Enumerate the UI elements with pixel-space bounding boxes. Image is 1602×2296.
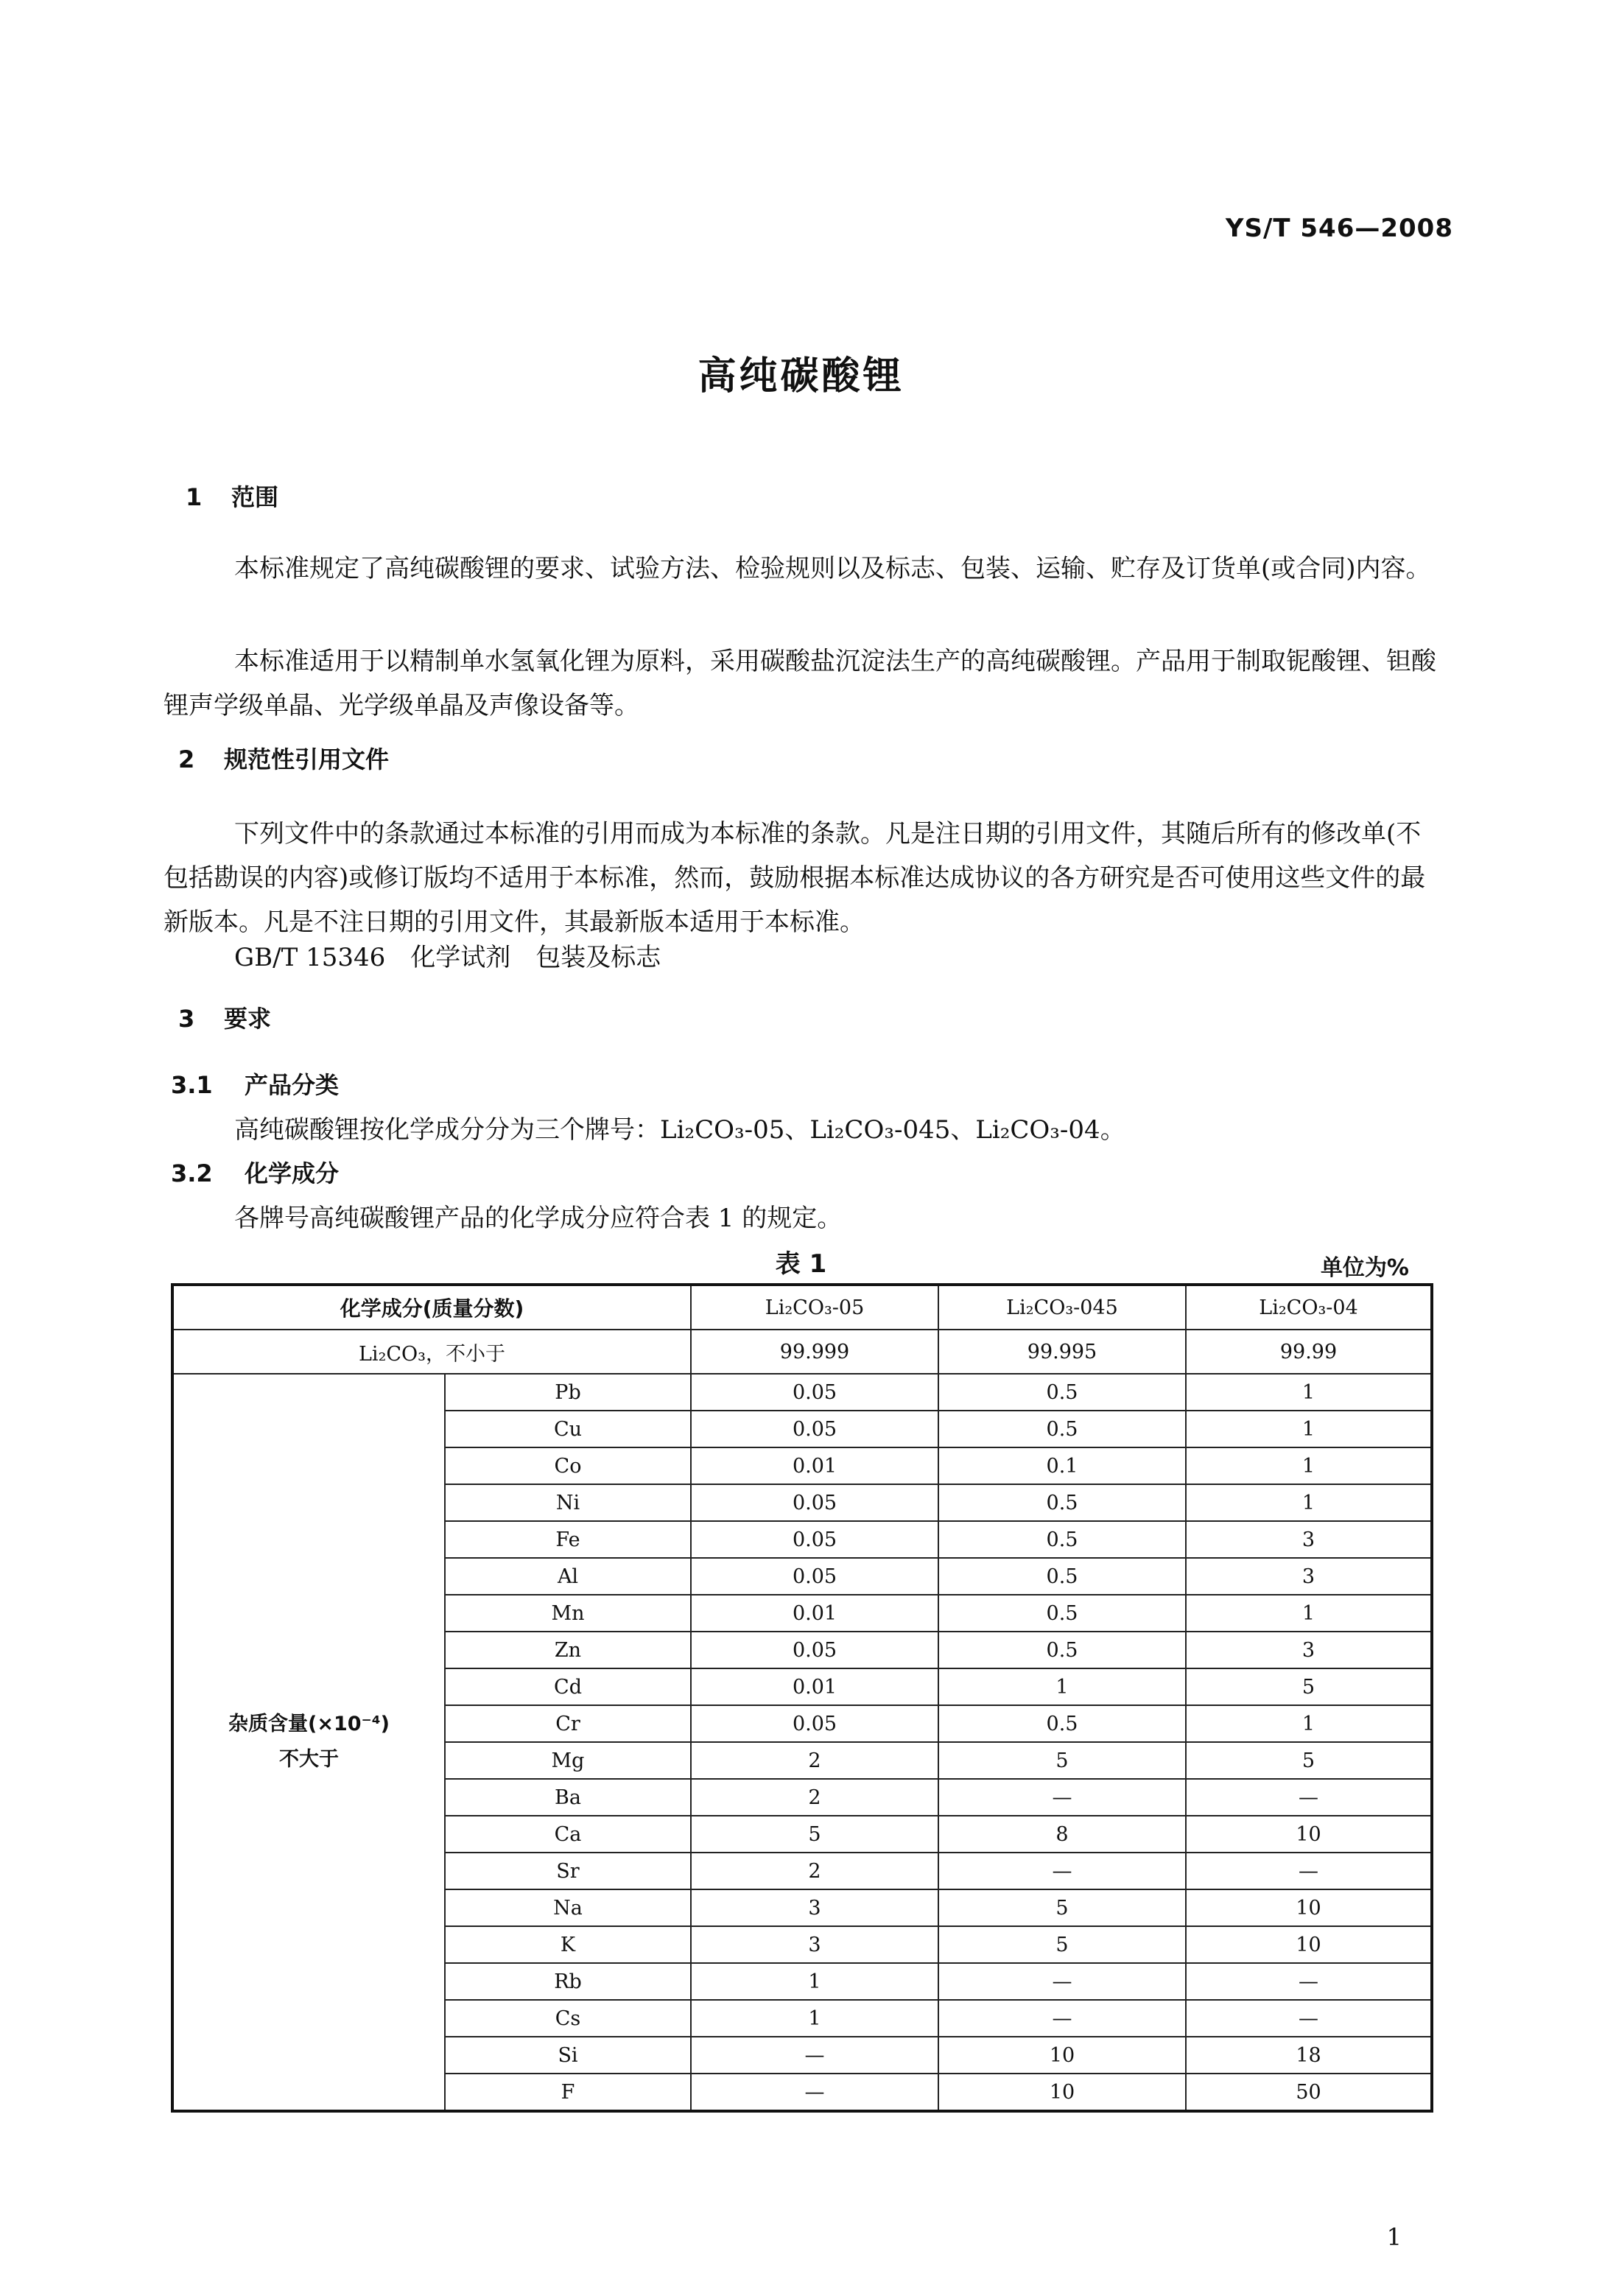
table-cell: 0.05: [691, 1558, 938, 1595]
table-cell: 5: [691, 1816, 938, 1853]
table-cell: 1: [938, 1668, 1186, 1705]
section-title: 范围: [231, 483, 279, 511]
element-cell: Si: [445, 2037, 691, 2074]
table-cell: 10: [938, 2037, 1186, 2074]
grade-header: Li₂CO₃-045: [938, 1285, 1186, 1330]
table-cell: 0.05: [691, 1374, 938, 1411]
table-cell: —: [1186, 1963, 1432, 2000]
composition-table: [171, 1283, 1433, 2113]
element-cell: Zn: [445, 1632, 691, 1668]
table-cell: 10: [1186, 1816, 1432, 1853]
table-cell: 1: [1186, 1447, 1432, 1484]
section-title: 要求: [224, 1005, 272, 1033]
table-cell: 2: [691, 1742, 938, 1779]
table-cell: 1: [1186, 1595, 1432, 1632]
element-cell: Rb: [445, 1963, 691, 2000]
element-cell: Sr: [445, 1853, 691, 1889]
table-cell: 99.99: [1186, 1330, 1432, 1374]
table-cell: 5: [938, 1742, 1186, 1779]
table-cell: 0.05: [691, 1632, 938, 1668]
table-cell: —: [938, 2000, 1186, 2037]
element-cell: Mg: [445, 1742, 691, 1779]
table-cell: —: [938, 1853, 1186, 1889]
table-cell: 0.5: [938, 1632, 1186, 1668]
table-cell: 1: [691, 2000, 938, 2037]
paragraph: 本标准适用于以精制单水氢氧化锂为原料，采用碳酸盐沉淀法生产的高纯碳酸锂。产品用于制取铌酸锂、钽酸锂声学级单晶、光学级单晶及声像设备等。: [164, 647, 1436, 720]
section-3-1-heading: [171, 1067, 339, 1100]
section-number: 3.2: [171, 1159, 213, 1187]
table-cell: —: [1186, 1779, 1432, 1816]
table-cell: 0.05: [691, 1411, 938, 1447]
table-cell: 0.01: [691, 1668, 938, 1705]
section-number: 1: [186, 483, 203, 511]
impurity-label-line: 不大于: [279, 1748, 339, 1771]
section-number: 2: [178, 745, 195, 773]
table-cell: 1: [1186, 1484, 1432, 1521]
element-cell: Cs: [445, 2000, 691, 2037]
table-cell: 1: [1186, 1374, 1432, 1411]
table-cell: 5: [938, 1926, 1186, 1963]
table-cell: 0.1: [938, 1447, 1186, 1484]
element-cell: Fe: [445, 1521, 691, 1558]
table-cell: 0.5: [938, 1705, 1186, 1742]
table-cell: 3: [1186, 1521, 1432, 1558]
table-cell: —: [1186, 1853, 1432, 1889]
table-cell: 3: [1186, 1558, 1432, 1595]
table-cell: 0.01: [691, 1447, 938, 1484]
main-component-label: Li₂CO₃，不小于: [172, 1330, 691, 1374]
table-cell: 0.01: [691, 1595, 938, 1632]
table-unit: 单位为%: [1320, 1255, 1409, 1281]
section-title: 产品分类: [245, 1071, 340, 1099]
table-cell: 1: [1186, 1705, 1432, 1742]
page-number: 1: [1386, 2223, 1402, 2251]
table-cell: 5: [1186, 1742, 1432, 1779]
element-cell: Pb: [445, 1374, 691, 1411]
reference-entry: GB/T 15346 化学试剂 包装及标志: [234, 943, 661, 972]
standard-code: YS/T 546—2008: [1225, 214, 1453, 243]
table-row: [172, 1330, 1432, 1374]
table-cell: 0.05: [691, 1705, 938, 1742]
section-number: 3.1: [171, 1071, 213, 1099]
grade-header: Li₂CO₃-05: [691, 1285, 938, 1330]
impurity-label-line: 杂质含量(×10⁻⁴): [228, 1713, 390, 1735]
table-cell: 10: [1186, 1926, 1432, 1963]
section-title: 规范性引用文件: [224, 745, 390, 773]
table-cell: —: [938, 1963, 1186, 2000]
section-3-2-heading: [171, 1155, 339, 1189]
element-cell: Na: [445, 1889, 691, 1926]
table-cell: 0.5: [938, 1558, 1186, 1595]
table-cell: 1: [691, 1963, 938, 2000]
table-header-row: [172, 1285, 1432, 1330]
table-cell: 8: [938, 1816, 1186, 1853]
table-cell: 5: [938, 1889, 1186, 1926]
table-cell: 0.5: [938, 1521, 1186, 1558]
table-cell: 3: [691, 1889, 938, 1926]
paragraph: 下列文件中的条款通过本标准的引用而成为本标准的条款。凡是注日期的引用文件，其随后所有的修改单(不包括勘误的内容)或修订版均不适用于本标准，然而，鼓励根据本标准达成协议的各方研究是否可使用这些文件的最新版本。凡是不注日期的引用文件，其最新版本适用于本标准。: [164, 819, 1426, 937]
paragraph: 高纯碳酸锂按化学成分分为三个牌号：Li₂CO₃-05、Li₂CO₃-045、Li₂CO₃-04。: [234, 1115, 1125, 1145]
section-number: 3: [178, 1005, 195, 1033]
table-cell: —: [938, 1779, 1186, 1816]
element-cell: Ba: [445, 1779, 691, 1816]
table-cell: 0.5: [938, 1374, 1186, 1411]
table-cell: 1: [1186, 1411, 1432, 1447]
element-cell: F: [445, 2074, 691, 2111]
table-cell: 0.05: [691, 1484, 938, 1521]
table-cell: 5: [1186, 1668, 1432, 1705]
table-cell: 50: [1186, 2074, 1432, 2111]
document-title: 高纯碳酸锂: [698, 354, 904, 399]
impurity-label: [172, 1374, 445, 2111]
table-cell: 99.995: [938, 1330, 1186, 1374]
section-title: 化学成分: [245, 1159, 340, 1187]
table-cell: —: [691, 2074, 938, 2111]
grade-header: Li₂CO₃-04: [1186, 1285, 1432, 1330]
table-cell: 2: [691, 1853, 938, 1889]
table-cell: —: [1186, 2000, 1432, 2037]
table-cell: 0.05: [691, 1521, 938, 1558]
section-2-heading: [178, 741, 389, 775]
element-cell: Cu: [445, 1411, 691, 1447]
table-caption: 表 1: [775, 1249, 827, 1279]
paragraph: 本标准规定了高纯碳酸锂的要求、试验方法、检验规则以及标志、包装、运输、贮存及订货单(或合同)内容。: [234, 554, 1431, 583]
element-cell: Cr: [445, 1705, 691, 1742]
header-cell: 化学成分(质量分数): [172, 1285, 691, 1330]
section-1-heading: [186, 479, 278, 513]
element-cell: Ca: [445, 1816, 691, 1853]
table-cell: 0.5: [938, 1595, 1186, 1632]
table-row: [172, 1374, 1432, 1411]
table-cell: 99.999: [691, 1330, 938, 1374]
table-cell: 10: [1186, 1889, 1432, 1926]
element-cell: K: [445, 1926, 691, 1963]
table-cell: 10: [938, 2074, 1186, 2111]
section-3-heading: [178, 1000, 271, 1034]
element-cell: Ni: [445, 1484, 691, 1521]
table-cell: 3: [1186, 1632, 1432, 1668]
table-cell: 3: [691, 1926, 938, 1963]
table-cell: 18: [1186, 2037, 1432, 2074]
element-cell: Cd: [445, 1668, 691, 1705]
table-cell: 0.5: [938, 1484, 1186, 1521]
table-cell: —: [691, 2037, 938, 2074]
element-cell: Al: [445, 1558, 691, 1595]
element-cell: Mn: [445, 1595, 691, 1632]
paragraph: 各牌号高纯碳酸锂产品的化学成分应符合表 1 的规定。: [234, 1204, 843, 1233]
table-cell: 2: [691, 1779, 938, 1816]
element-cell: Co: [445, 1447, 691, 1484]
table-cell: 0.5: [938, 1411, 1186, 1447]
